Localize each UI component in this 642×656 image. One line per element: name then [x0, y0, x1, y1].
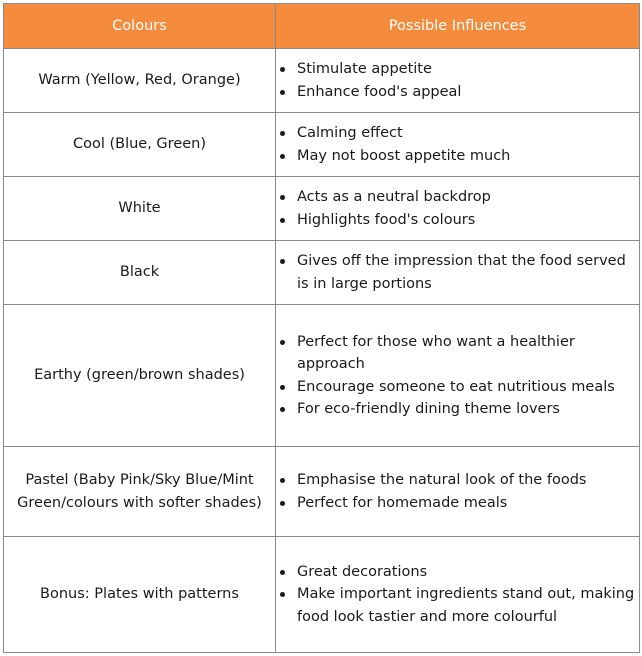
influence-list: [276, 561, 639, 629]
influences-cell: [276, 241, 640, 305]
colour-cell: Cool (Blue, Green): [4, 113, 276, 177]
influence-list: [276, 122, 639, 167]
list-item: Stimulate appetite: [276, 58, 639, 81]
list-item: For eco-friendly dining theme lovers: [276, 398, 639, 421]
header-possible-influences: Possible Influences: [276, 4, 640, 49]
influences-cell: [276, 537, 640, 653]
colour-cell: White: [4, 177, 276, 241]
table-row: [4, 305, 640, 447]
influence-list: [276, 58, 639, 103]
influence-list: [276, 186, 639, 231]
table-row: [4, 177, 640, 241]
list-item: Perfect for homemade meals: [276, 492, 639, 515]
table-row: [4, 113, 640, 177]
colour-cell: Warm (Yellow, Red, Orange): [4, 49, 276, 113]
colour-cell: Pastel (Baby Pink/Sky Blue/Mint Green/colours with softer shades): [4, 447, 276, 537]
table-header-row: [4, 4, 640, 49]
influence-list: [276, 469, 639, 514]
list-item: Emphasise the natural look of the foods: [276, 469, 639, 492]
colour-cell: Earthy (green/brown shades): [4, 305, 276, 447]
list-item: Highlights food's colours: [276, 209, 639, 232]
list-item: Calming effect: [276, 122, 639, 145]
influences-cell: [276, 113, 640, 177]
influence-list: [276, 250, 639, 295]
colour-influence-table: [3, 3, 640, 653]
list-item: Perfect for those who want a healthier approach: [276, 331, 639, 376]
list-item: Gives off the impression that the food served is in large portions: [276, 250, 639, 295]
header-colours: Colours: [4, 4, 276, 49]
influences-cell: [276, 49, 640, 113]
table-row: [4, 49, 640, 113]
list-item: Acts as a neutral backdrop: [276, 186, 639, 209]
colour-cell: Black: [4, 241, 276, 305]
colour-cell: Bonus: Plates with patterns: [4, 537, 276, 653]
influence-list: [276, 331, 639, 421]
list-item: Enhance food's appeal: [276, 81, 639, 104]
influences-cell: [276, 447, 640, 537]
table-row: [4, 447, 640, 537]
table-row: [4, 241, 640, 305]
list-item: May not boost appetite much: [276, 145, 639, 168]
influences-cell: [276, 177, 640, 241]
list-item: Great decorations: [276, 561, 639, 584]
influences-cell: [276, 305, 640, 447]
list-item: Encourage someone to eat nutritious meals: [276, 376, 639, 399]
list-item: Make important ingredients stand out, making food look tastier and more colourful: [276, 583, 639, 628]
table-row: [4, 537, 640, 653]
